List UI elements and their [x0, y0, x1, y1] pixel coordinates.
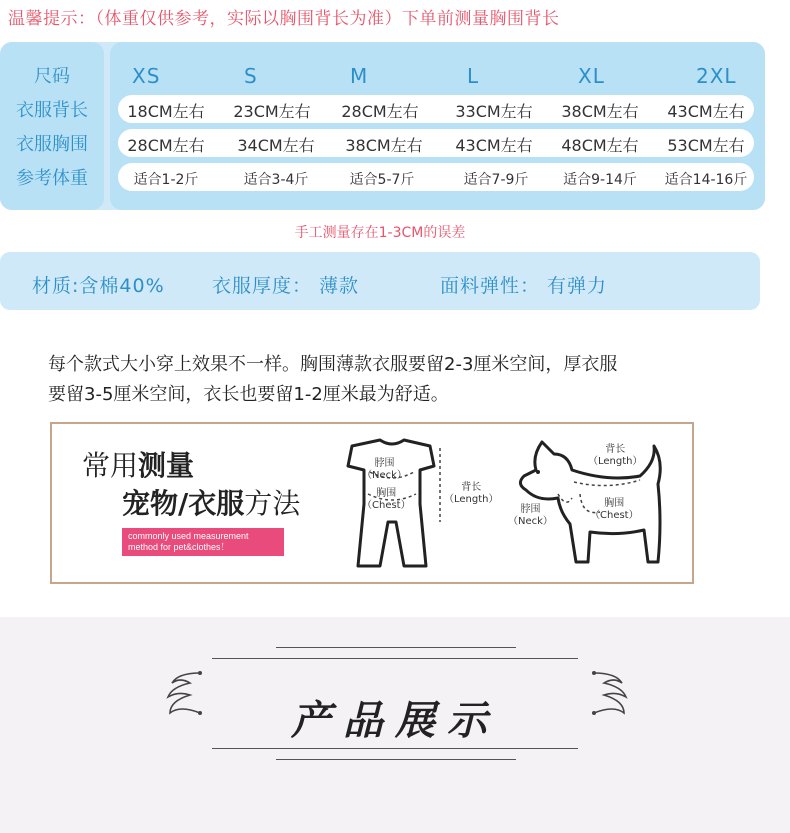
title-bold: 测量 — [138, 449, 195, 482]
label-text: 背长 — [605, 444, 626, 455]
cell-back-length-xs: 18CM左右 — [127, 102, 205, 121]
material-bar — [0, 252, 760, 310]
cell-weight-l: 适合7-9斤 — [463, 172, 529, 188]
fit-tip — [48, 350, 748, 410]
subtitle-bold: 宠物/衣服 — [122, 487, 245, 520]
label-text: （Chest） — [362, 500, 411, 511]
subtitle-plain: 方法 — [244, 487, 301, 520]
dog-chest-label — [590, 498, 639, 522]
label-text: （Neck） — [362, 470, 407, 481]
divider — [276, 759, 516, 760]
label-text: 胸围 — [376, 488, 397, 499]
material-thickness: 衣服厚度： 薄款 — [212, 275, 360, 297]
dog-neck-label — [508, 504, 553, 528]
english-badge-line: method for pet&clothes！ — [128, 542, 230, 552]
row-label-size: 尺码 — [34, 66, 70, 87]
measurement-card — [50, 422, 694, 584]
size-header-s: S — [244, 64, 258, 88]
row-label-chest: 衣服胸围 — [16, 134, 88, 155]
material-fabric: 材质:含棉40% — [32, 275, 165, 297]
cell-back-length-m: 28CM左右 — [341, 102, 419, 121]
size-header-2xl: 2XL — [696, 64, 737, 88]
warning-text: 温馨提示：（体重仅供参考，实际以胸围背长为准）下单前测量胸围背长 — [8, 9, 560, 29]
size-table-label-column — [0, 42, 104, 210]
label-text: 胸围 — [604, 498, 625, 509]
divider — [276, 647, 516, 648]
fit-tip-line: 要留3-5厘米空间，衣长也要留1-2厘米最为舒适。 — [48, 384, 449, 405]
cell-weight-m: 适合5-7斤 — [349, 172, 415, 188]
title-plain: 常用 — [82, 449, 139, 482]
size-table — [0, 42, 765, 210]
fit-tip-line: 每个款式大小穿上效果不一样。胸围薄款衣服要留2-3厘米空间，厚衣服 — [48, 354, 618, 375]
label-text: 脖围 — [520, 504, 541, 515]
row-label-weight: 参考体重 — [16, 168, 88, 189]
size-header-m: M — [350, 64, 369, 88]
english-badge-line: commonly used measurement — [128, 531, 249, 541]
dog-length-label — [588, 444, 643, 468]
cell-weight-s: 适合3-4斤 — [243, 172, 309, 188]
size-header-xs: XS — [132, 64, 161, 88]
clothes-chest-label — [362, 488, 411, 512]
cell-back-length-s: 23CM左右 — [233, 102, 311, 121]
clothes-neck-label — [362, 458, 407, 482]
label-text: （Chest） — [590, 510, 639, 521]
cell-chest-xl: 48CM左右 — [561, 136, 639, 155]
cell-back-length-xl: 38CM左右 — [561, 102, 639, 121]
cell-chest-m: 38CM左右 — [345, 136, 423, 155]
cell-chest-l: 43CM左右 — [455, 136, 533, 155]
showcase-title: 产品展示 — [291, 697, 499, 744]
cell-back-length-2xl: 43CM左右 — [667, 102, 745, 121]
cell-weight-xs: 适合1-2斤 — [133, 172, 199, 188]
label-text: （Length） — [444, 494, 499, 505]
material-elasticity: 面料弹性： 有弹力 — [440, 275, 608, 297]
measurement-card-subtitle — [122, 482, 300, 522]
measurement-card-title — [82, 444, 194, 484]
label-text: 背长 — [461, 482, 482, 493]
cell-weight-2xl: 适合14-16斤 — [664, 172, 748, 188]
cell-chest-2xl: 53CM左右 — [667, 136, 745, 155]
product-showcase-section — [0, 617, 790, 833]
label-text: （Length） — [588, 456, 643, 467]
size-header-xl: XL — [578, 64, 605, 88]
measurement-error-note: 手工测量存在1-3CM的误差 — [294, 225, 466, 241]
size-header-l: L — [467, 64, 480, 88]
cell-weight-xl: 适合9-14斤 — [563, 172, 637, 188]
english-badge — [122, 528, 284, 556]
cell-chest-s: 34CM左右 — [237, 136, 315, 155]
label-text: （Neck） — [508, 516, 553, 527]
cell-chest-xs: 28CM左右 — [127, 136, 205, 155]
divider — [212, 748, 578, 749]
clothes-length-label — [444, 482, 499, 506]
row-label-back-length: 衣服背长 — [16, 100, 88, 121]
cell-back-length-l: 33CM左右 — [455, 102, 533, 121]
divider — [212, 658, 578, 659]
label-text: 脖围 — [374, 458, 395, 469]
